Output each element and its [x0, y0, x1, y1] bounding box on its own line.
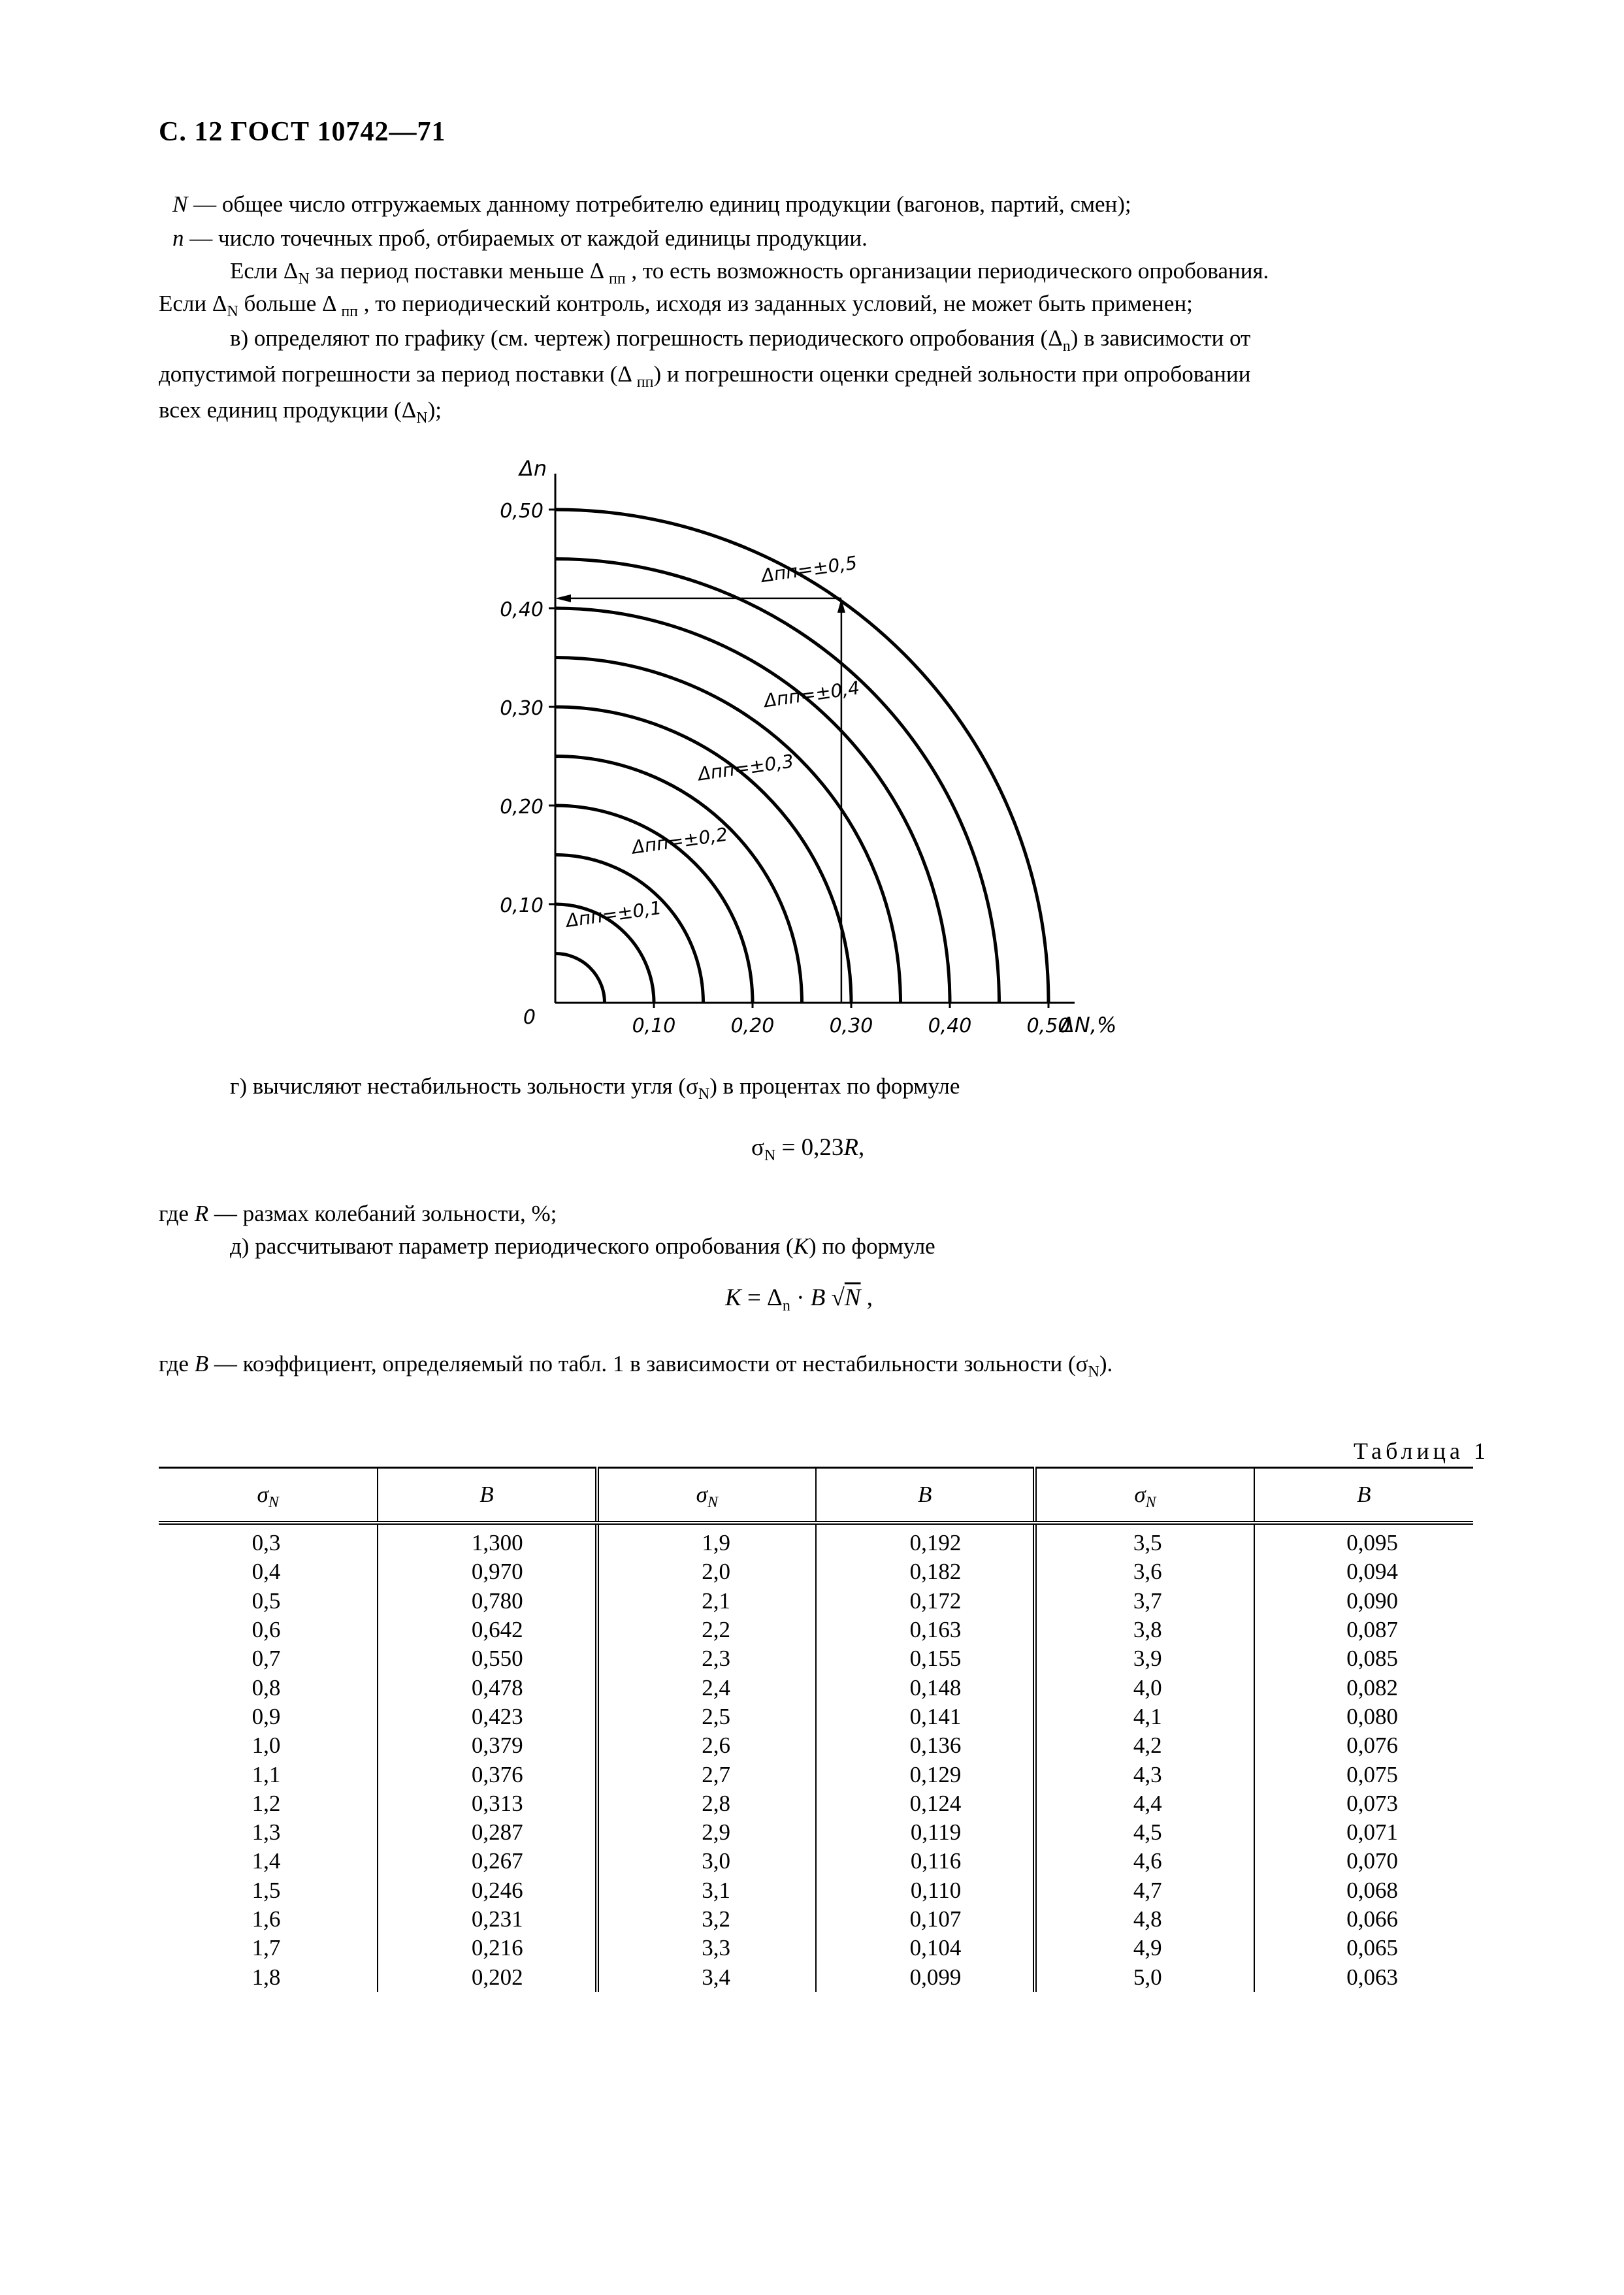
table-cell: 4,6: [1035, 1847, 1254, 1876]
table-cell: 1,6: [252, 1906, 281, 1932]
curve-label: Δпп=±0,2: [630, 823, 729, 858]
table-cell: 0,094: [1254, 1557, 1473, 1586]
table-cell: 0,172: [816, 1587, 1035, 1616]
chart-curve: [555, 510, 1048, 1003]
table-cell: 3,6: [1035, 1557, 1254, 1586]
header-sigma: [159, 1468, 378, 1523]
table-row: [159, 1557, 1473, 1586]
table-cell: 0,070: [1254, 1847, 1473, 1876]
table-cell: 0,129: [816, 1760, 1035, 1789]
table-cell: 0,970: [378, 1557, 596, 1586]
header-sigma-subscript: N: [268, 1494, 279, 1511]
table-cell: 0,087: [1254, 1616, 1473, 1644]
table-row: [159, 1934, 1473, 1962]
table-cell: 0,423: [378, 1702, 596, 1731]
table-cell: 0,5: [252, 1587, 281, 1614]
table-cell: 2,7: [597, 1760, 816, 1789]
paragraph-g: г) вычисляют нестабильность зольности угля $(\sigma_N)$ в процентах по формуле: [230, 1073, 960, 1103]
table-cell: 0,231: [378, 1905, 596, 1934]
table-cell: 2,3: [597, 1644, 816, 1673]
table-cell: 0,246: [378, 1876, 596, 1905]
header-sigma-symbol: σ: [257, 1482, 268, 1507]
table-cell: 0,071: [1254, 1818, 1473, 1847]
table-cell: 0,7: [252, 1646, 281, 1672]
table-cell: 4,3: [1035, 1760, 1254, 1789]
chart-axes: [555, 474, 1075, 1003]
table-cell: 3,4: [597, 1962, 816, 1991]
table-cell: 3,5: [1035, 1523, 1254, 1557]
header-sigma: [597, 1468, 816, 1523]
table-row: [159, 1905, 1473, 1934]
table-cell: 3,9: [1035, 1644, 1254, 1673]
table-cell: 5,0: [1035, 1962, 1254, 1991]
table-cell: 2,0: [597, 1557, 816, 1586]
header-sigma-subscript: N: [707, 1494, 718, 1511]
table-cell: 2,4: [597, 1673, 816, 1702]
table-cell: 0,082: [1254, 1673, 1473, 1702]
table-cell: 1,9: [597, 1523, 816, 1557]
table-cell: 0,063: [1254, 1962, 1473, 1991]
table-cell: 0,9: [252, 1703, 281, 1729]
x-tick-label: 0,30: [829, 1015, 873, 1037]
table-row: [159, 1702, 1473, 1731]
table-cell: 1,3: [252, 1819, 281, 1846]
table-cell: 4,0: [1035, 1673, 1254, 1702]
table-cell: 0,104: [816, 1934, 1035, 1962]
table-cell: 0,090: [1254, 1587, 1473, 1616]
table-cell: 4,1: [1035, 1702, 1254, 1731]
y-tick-label: 0,40: [500, 598, 544, 621]
table-cell: 2,9: [597, 1818, 816, 1847]
table-cell: 0,287: [378, 1818, 596, 1847]
table-cell: 0,073: [1254, 1789, 1473, 1818]
table-cell: 0,065: [1254, 1934, 1473, 1962]
table-caption: Таблица 1: [1354, 1438, 1489, 1464]
table-row: [159, 1789, 1473, 1818]
table-cell: 0,267: [378, 1847, 596, 1876]
nomogram-chart: [483, 451, 1176, 1045]
x-tick-label: 0,20: [730, 1015, 775, 1037]
table-cell: 0,085: [1254, 1644, 1473, 1673]
definition-B: где B — коэффициент, определяемый по табл. 1 в зависимости от нестабильности зольности $(\sigma_N)$.: [159, 1351, 1113, 1380]
table-cell: 4,4: [1035, 1789, 1254, 1818]
curve-label: Δпп=±0,1: [564, 896, 663, 932]
table-cell: 0,8: [252, 1674, 281, 1701]
header-b: B: [1254, 1468, 1473, 1523]
paragraph-v: в) определяют по графику (см. чертеж) погрешность периодического опробования $(\Delta_n)$ в зависимости от: [230, 325, 1251, 355]
table-cell: 3,0: [597, 1847, 816, 1876]
table-cell: 0,095: [1254, 1523, 1473, 1557]
table-cell: 0,216: [378, 1934, 596, 1962]
formula-K: $K = \Delta_n \cdot B$ √N ,: [725, 1284, 873, 1314]
table-cell: 1,4: [252, 1848, 281, 1874]
table-row: [159, 1962, 1473, 1991]
table-cell: 3,1: [597, 1876, 816, 1905]
chart-example-lines: [555, 594, 845, 1003]
table-cell: 2,8: [597, 1789, 816, 1818]
table-cell: 2,1: [597, 1587, 816, 1616]
header-b: B: [816, 1468, 1035, 1523]
table-cell: 0,478: [378, 1673, 596, 1702]
table-cell: 2,2: [597, 1616, 816, 1644]
table-cell: 4,8: [1035, 1905, 1254, 1934]
curve-label: Δпп=±0,3: [696, 750, 795, 785]
chart-y-label: Δn: [519, 456, 547, 481]
table-cell: 0,163: [816, 1616, 1035, 1644]
table-cell: 0,3: [252, 1530, 281, 1556]
table-row: [159, 1760, 1473, 1789]
example-arrow-left: [555, 594, 571, 602]
table-row: [159, 1616, 1473, 1644]
table-row: [159, 1644, 1473, 1673]
chart-curves: [555, 510, 1048, 1003]
table-cell: 0,080: [1254, 1702, 1473, 1731]
table-cell: 0,124: [816, 1789, 1035, 1818]
table-row: [159, 1673, 1473, 1702]
table-row: [159, 1876, 1473, 1905]
table-cell: 0,182: [816, 1557, 1035, 1586]
chart-curve: [555, 707, 851, 1003]
table-cell: 4,7: [1035, 1876, 1254, 1905]
chart-curve-labels: [564, 552, 861, 932]
table-cell: 4,9: [1035, 1934, 1254, 1962]
table-cell: 1,300: [378, 1523, 596, 1557]
table-cell: 1,5: [252, 1877, 281, 1903]
table-cell: 1,0: [252, 1733, 281, 1759]
chart-x-label: ΔN,%: [1060, 1013, 1117, 1037]
header-sigma: [1035, 1468, 1254, 1523]
table-cell: 0,110: [816, 1876, 1035, 1905]
y-tick-label: 0,10: [500, 894, 544, 917]
paragraph-d: д) рассчитывают параметр периодического опробования (K) по формуле: [230, 1233, 935, 1259]
table-cell: 4,2: [1035, 1731, 1254, 1760]
table-cell: 1,8: [252, 1964, 281, 1990]
table-cell: 0,379: [378, 1731, 596, 1760]
table-cell: 0,313: [378, 1789, 596, 1818]
table-cell: 0,550: [378, 1644, 596, 1673]
table-cell: 0,6: [252, 1617, 281, 1643]
table-cell: 0,642: [378, 1616, 596, 1644]
header-sigma-symbol: σ: [696, 1482, 707, 1507]
chart-curve: [555, 658, 901, 1003]
coefficient-table: [159, 1467, 1473, 1992]
table-cell: 0,780: [378, 1587, 596, 1616]
table-cell: 1,2: [252, 1790, 281, 1816]
table-cell: 0,119: [816, 1818, 1035, 1847]
table-row: [159, 1731, 1473, 1760]
paragraph-less: Если $\Delta_N$ за период поставки меньше Δ $_{пп}$ , то есть возможность организации периодического опробования.: [230, 258, 1269, 287]
formula-sigma: $\sigma_N = 0,23R$,: [751, 1134, 865, 1164]
header-sigma-subscript: N: [1145, 1494, 1156, 1511]
table-cell: 3,2: [597, 1905, 816, 1934]
table-cell: 0,116: [816, 1847, 1035, 1876]
x-tick-label: 0,50: [1026, 1015, 1071, 1037]
table-cell: 3,8: [1035, 1616, 1254, 1644]
paragraph-v-cont2: всех единиц продукции $(\Delta_N)$;: [159, 397, 442, 427]
definition-N: N — общее число отгружаемых данному потребителю единиц продукции (вагонов, партий, смен);: [172, 191, 1131, 217]
chart-curve: [555, 559, 999, 1003]
table-cell: 4,5: [1035, 1818, 1254, 1847]
table-cell: 0,075: [1254, 1760, 1473, 1789]
table-cell: 1,7: [252, 1935, 281, 1961]
table-cell: 3,3: [597, 1934, 816, 1962]
paragraph-greater: Если $\Delta_N$ больше Δ $_{пп}$ , то периодический контроль, исходя из заданных условий, не может быть применен;: [159, 291, 1193, 320]
header-b: B: [378, 1468, 596, 1523]
table-row: [159, 1523, 1473, 1557]
table-cell: 0,066: [1254, 1905, 1473, 1934]
table-cell: 0,376: [378, 1760, 596, 1789]
table-cell: 1,1: [252, 1761, 281, 1787]
x-tick-label: 0,10: [632, 1015, 676, 1037]
table-cell: 0,068: [1254, 1876, 1473, 1905]
table-cell: 3,7: [1035, 1587, 1254, 1616]
table-cell: 2,6: [597, 1731, 816, 1760]
y-tick-label: 0,50: [500, 500, 544, 523]
y-tick-label: 0,30: [500, 697, 544, 720]
curve-label: Δпп=±0,4: [762, 677, 862, 712]
paragraph-v-cont1: допустимой погрешности за период поставки (Δ $_{пп}$) и погрешности оценки средней зольности при опробовании: [159, 361, 1251, 391]
table-cell: 0,155: [816, 1644, 1035, 1673]
table-cell: 0,4: [252, 1559, 281, 1585]
table-row: [159, 1587, 1473, 1616]
table-cell: 0,148: [816, 1673, 1035, 1702]
table-cell: 0,107: [816, 1905, 1035, 1934]
table-cell: 0,192: [816, 1523, 1035, 1557]
header-sigma-symbol: σ: [1134, 1482, 1146, 1507]
table-cell: 0,141: [816, 1702, 1035, 1731]
table-cell: 0,202: [378, 1962, 596, 1991]
x-tick-label: 0,40: [928, 1015, 972, 1037]
definition-n: n — число точечных проб, отбираемых от каждой единицы продукции.: [172, 225, 868, 251]
table-header-row: [159, 1468, 1473, 1523]
curve-label: Δпп=±0,5: [760, 551, 858, 587]
definition-R: где R — размах колебаний зольности, %;: [159, 1201, 557, 1226]
table-row: [159, 1818, 1473, 1847]
table-row: [159, 1847, 1473, 1876]
y-tick-label: 0: [523, 1006, 536, 1029]
table-cell: 2,5: [597, 1702, 816, 1731]
table-cell: 0,136: [816, 1731, 1035, 1760]
table-cell: 0,099: [816, 1962, 1035, 1991]
table-cell: 0,076: [1254, 1731, 1473, 1760]
y-tick-label: 0,20: [500, 796, 544, 819]
page-header: С. 12 ГОСТ 10742—71: [159, 117, 446, 147]
chart-curve: [555, 608, 950, 1003]
chart-curve: [555, 954, 605, 1003]
